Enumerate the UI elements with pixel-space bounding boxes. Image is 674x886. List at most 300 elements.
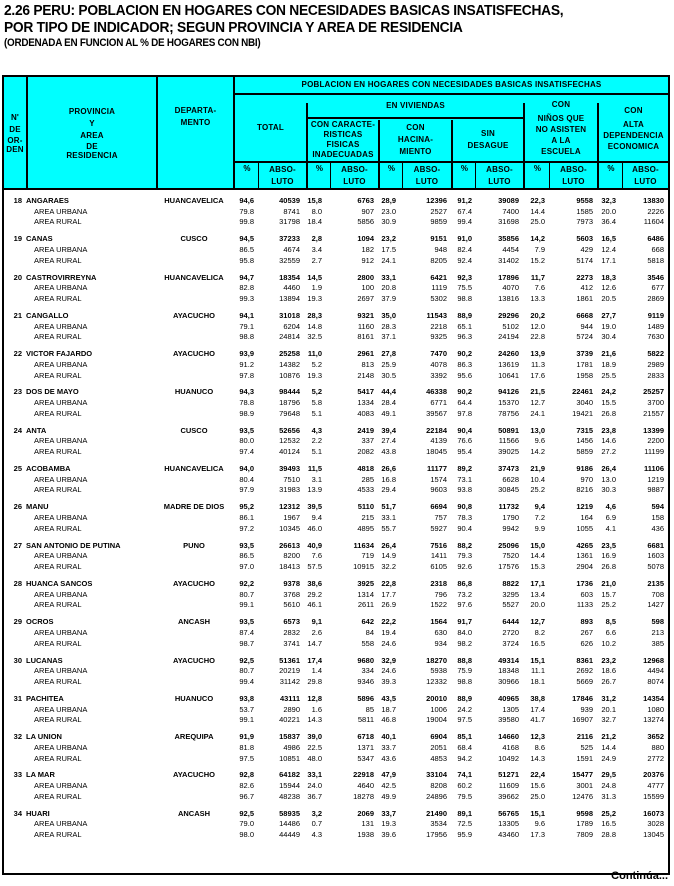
header-caracteristicas: CON CARACTE- RISTICAS FISICAS INADECUADAS — [310, 120, 376, 159]
cell-value: 91.2 — [239, 359, 254, 369]
cell-value: 9680 — [357, 655, 374, 665]
cell-value: 182 — [361, 244, 374, 254]
province-group — [4, 694, 668, 732]
cell-value: 47,9 — [381, 770, 396, 780]
cell-value: 1411 — [430, 551, 447, 561]
cell-value: 1967 — [283, 513, 300, 523]
cell-value: 23,5 — [601, 540, 616, 550]
cell-value: 98.7 — [239, 638, 254, 648]
cell-value: 86.1 — [239, 513, 254, 523]
table-row — [4, 732, 668, 743]
cell-value: 99.4 — [239, 676, 254, 686]
table-row — [4, 694, 668, 705]
cell-value: 92,5 — [239, 655, 254, 665]
cell-value: 9603 — [430, 485, 447, 495]
cell-value: 97.9 — [239, 485, 254, 495]
row-number: 29 — [13, 617, 22, 627]
cell-value: 93,5 — [239, 617, 254, 627]
table-row — [4, 809, 668, 820]
cell-value: 60.2 — [457, 781, 472, 791]
cell-value: 21490 — [426, 808, 447, 818]
cell-value: 15477 — [572, 770, 593, 780]
cell-value: 1133 — [576, 600, 593, 610]
cell-value: 14,5 — [307, 272, 322, 282]
cell-value: 37.1 — [381, 332, 396, 342]
cell-value: 92.6 — [457, 562, 472, 572]
cell-value: 40965 — [498, 693, 519, 703]
cell-value: 86,8 — [457, 578, 472, 588]
cell-value: 26.8 — [601, 562, 616, 572]
header-sin-desague: SIN DESAGUE — [467, 129, 509, 150]
cell-value: 91,2 — [457, 196, 472, 205]
department-name: AYACUCHO — [173, 655, 215, 665]
cell-value: 89,2 — [457, 464, 472, 474]
cell-value: 17.7 — [381, 589, 396, 599]
cell-value: 10915 — [353, 562, 374, 572]
cell-value: 18278 — [353, 791, 374, 801]
cell-value: 2148 — [357, 370, 374, 380]
table-row — [4, 464, 668, 475]
table-row — [4, 196, 668, 207]
cell-value: 18045 — [426, 447, 447, 457]
cell-value: 80.4 — [239, 474, 254, 484]
cell-value: 5102 — [502, 321, 519, 331]
table-subrow — [4, 398, 668, 409]
cell-value: 95.9 — [457, 830, 472, 840]
area-label: AREA RURAL — [34, 600, 82, 610]
cell-value: 27,7 — [601, 310, 616, 320]
cell-value: 14486 — [279, 819, 300, 829]
table-subrow — [4, 207, 668, 218]
cell-value: 9186 — [576, 464, 593, 474]
province-group — [4, 617, 668, 655]
department-name: HUANCAVELICA — [164, 464, 224, 474]
cell-value: 97.5 — [457, 715, 472, 725]
cell-value: 43111 — [279, 693, 300, 703]
cell-value: 93,5 — [239, 540, 254, 550]
cell-value: 3700 — [647, 398, 664, 408]
cell-value: 35856 — [498, 234, 519, 244]
cell-value: 19004 — [426, 715, 447, 725]
cell-value: 32.7 — [601, 715, 616, 725]
province-name: DOS DE MAYO — [26, 387, 79, 397]
cell-value: 56765 — [498, 808, 519, 818]
table-subrow — [4, 562, 668, 573]
cell-value: 8205 — [430, 255, 447, 265]
cell-value: 24.1 — [381, 255, 396, 265]
cell-value: 98.8 — [239, 332, 254, 342]
cell-value: 12,3 — [530, 732, 545, 742]
nbi-table — [2, 75, 670, 875]
row-number: 32 — [13, 732, 22, 742]
cell-value: 97.2 — [239, 523, 254, 533]
province-name: OCROS — [26, 617, 54, 627]
cell-value: 40,9 — [307, 540, 322, 550]
cell-value: 412 — [580, 283, 593, 293]
page-title — [4, 2, 612, 50]
province-group — [4, 732, 668, 770]
area-label: AREA RURAL — [34, 332, 82, 342]
row-number: 23 — [13, 387, 22, 397]
cell-value: 80.7 — [239, 589, 254, 599]
table-header — [4, 77, 668, 190]
cell-value: 20376 — [643, 770, 664, 780]
row-number: 22 — [13, 349, 22, 359]
cell-value: 15,1 — [530, 808, 545, 818]
cell-value: 17846 — [572, 693, 593, 703]
cell-value: 40,1 — [381, 732, 396, 742]
cell-value: 79.0 — [239, 819, 254, 829]
cell-value: 81.8 — [239, 742, 254, 752]
header-provincia: PROVINCIA Y AREA DE RESIDENCIA — [66, 106, 118, 160]
cell-value: 49.1 — [381, 408, 396, 418]
row-number: 30 — [13, 655, 22, 665]
cell-value: 97.8 — [457, 408, 472, 418]
cell-value: 6204 — [283, 321, 300, 331]
cell-value: 12.7 — [530, 398, 545, 408]
cell-value: 79.8 — [239, 206, 254, 216]
table-subrow — [4, 600, 668, 611]
cell-value: 907 — [361, 206, 374, 216]
row-number: 20 — [13, 272, 22, 282]
cell-value: 6421 — [430, 272, 447, 282]
province-group — [4, 656, 668, 694]
province-group — [4, 273, 668, 311]
cell-value: 1861 — [576, 293, 593, 303]
cell-value: 594 — [651, 502, 664, 512]
province-name: VICTOR FAJARDO — [26, 349, 93, 359]
cell-value: 948 — [434, 244, 447, 254]
cell-value: 98.2 — [457, 638, 472, 648]
province-group — [4, 196, 668, 234]
cell-value: 23,2 — [381, 234, 396, 244]
cell-value: 22.5 — [307, 742, 322, 752]
cell-value: 33,1 — [307, 770, 322, 780]
cell-value: 436 — [651, 523, 664, 533]
cell-value: 95.6 — [457, 370, 472, 380]
cell-value: 24.8 — [601, 781, 616, 791]
cell-value: 82.8 — [239, 283, 254, 293]
cell-value: 14.4 — [601, 742, 616, 752]
cell-value: 55.7 — [381, 523, 396, 533]
table-subrow — [4, 715, 668, 726]
cell-value: 18354 — [279, 272, 300, 282]
cell-value: 15.3 — [530, 562, 545, 572]
cell-value: 10876 — [279, 370, 300, 380]
cell-value: 12,7 — [530, 617, 545, 627]
cell-value: 19.3 — [381, 819, 396, 829]
cell-value: 95.8 — [239, 255, 254, 265]
row-number: 18 — [13, 196, 22, 205]
cell-value: 33.1 — [381, 513, 396, 523]
cell-value: 32,3 — [601, 196, 616, 205]
cell-value: 24194 — [498, 332, 519, 342]
cell-value: 8074 — [647, 676, 664, 686]
table-subrow — [4, 256, 668, 267]
cell-value: 44,4 — [381, 387, 396, 397]
cell-value: 24.0 — [307, 781, 322, 791]
cell-value: 11.1 — [530, 666, 545, 676]
cell-value: 5856 — [357, 217, 374, 227]
cell-value: 8741 — [283, 206, 300, 216]
cell-value: 99.3 — [239, 293, 254, 303]
cell-value: 44449 — [279, 830, 300, 840]
cell-value: 757 — [434, 513, 447, 523]
cell-value: 8.6 — [534, 742, 545, 752]
area-label: AREA RURAL — [34, 830, 82, 840]
cell-value: 31018 — [279, 310, 300, 320]
cell-value: 5603 — [576, 234, 593, 244]
cell-value: 13,0 — [530, 425, 545, 435]
cell-value: 28.3 — [381, 321, 396, 331]
cell-value: 4168 — [502, 742, 519, 752]
cell-value: 4460 — [283, 283, 300, 293]
cell-value: 39662 — [498, 791, 519, 801]
area-label: AREA RURAL — [34, 408, 82, 418]
cell-value: 9.6 — [534, 436, 545, 446]
cell-value: 16907 — [572, 715, 593, 725]
cell-value: 2082 — [357, 447, 374, 457]
cell-value: 1958 — [576, 370, 593, 380]
cell-value: 5527 — [502, 600, 519, 610]
cell-value: 5811 — [357, 715, 374, 725]
cell-value: 1790 — [502, 513, 519, 523]
cell-value: 16.5 — [601, 819, 616, 829]
cell-value: 3.1 — [311, 474, 322, 484]
cell-value: 90,4 — [457, 425, 472, 435]
header-hacinamiento: CON HACINA- MIENTO — [397, 123, 434, 156]
cell-value: 82.6 — [239, 781, 254, 791]
cell-value: 19421 — [572, 408, 593, 418]
cell-value: 3040 — [576, 398, 593, 408]
cell-value: 21,5 — [530, 387, 545, 397]
header-absoluto: ABSO- LUTO — [413, 164, 441, 186]
cell-value: 17.3 — [530, 830, 545, 840]
cell-value: 14.6 — [601, 436, 616, 446]
cell-value: 3724 — [502, 638, 519, 648]
row-number: 26 — [13, 502, 22, 512]
cell-value: 6486 — [647, 234, 664, 244]
cell-value: 1.4 — [311, 666, 322, 676]
cell-value: 2800 — [357, 272, 374, 282]
row-number: 24 — [13, 425, 22, 435]
cell-value: 11604 — [643, 217, 664, 227]
cell-value: 4.1 — [605, 523, 616, 533]
header-dependencia: CON ALTA DEPENDENCIA ECONOMICA — [603, 105, 664, 151]
table-row — [4, 617, 668, 628]
cell-value: 10345 — [279, 523, 300, 533]
cell-value: 32,9 — [381, 655, 396, 665]
cell-value: 21,0 — [601, 578, 616, 588]
cell-value: 80.0 — [239, 436, 254, 446]
cell-value: 9598 — [576, 808, 593, 818]
cell-value: 90,8 — [457, 502, 472, 512]
cell-value: 3.4 — [311, 244, 322, 254]
row-number: 27 — [13, 540, 22, 550]
cell-value: 94,7 — [239, 272, 254, 282]
cell-value: 24.1 — [530, 408, 545, 418]
table-subrow — [4, 513, 668, 524]
cell-value: 9321 — [357, 310, 374, 320]
province-group — [4, 541, 668, 579]
cell-value: 1603 — [647, 551, 664, 561]
row-number: 34 — [13, 808, 22, 818]
cell-value: 37233 — [279, 234, 300, 244]
table-subrow — [4, 245, 668, 256]
cell-value: 2904 — [576, 562, 593, 572]
cell-value: 94,6 — [239, 196, 254, 205]
row-number: 25 — [13, 464, 22, 474]
area-label: AREA RURAL — [34, 485, 82, 495]
cell-value: 16.5 — [530, 638, 545, 648]
cell-value: 8200 — [283, 551, 300, 561]
cell-value: 29.2 — [307, 589, 322, 599]
department-name: HUANCAVELICA — [164, 196, 224, 205]
cell-value: 6763 — [357, 196, 374, 205]
cell-value: 52656 — [279, 425, 300, 435]
area-label: AREA RURAL — [34, 753, 82, 763]
cell-value: 20,2 — [530, 310, 545, 320]
cell-value: 17956 — [426, 830, 447, 840]
cell-value: 24.2 — [457, 704, 472, 714]
cell-value: 22,2 — [381, 617, 396, 627]
cell-value: 90,2 — [457, 349, 472, 359]
cell-value: 31142 — [279, 676, 300, 686]
table-subrow — [4, 639, 668, 650]
cell-value: 25.0 — [530, 217, 545, 227]
cell-value: 17.4 — [530, 704, 545, 714]
cell-value: 30.3 — [601, 485, 616, 495]
cell-value: 95.4 — [457, 447, 472, 457]
cell-value: 26.9 — [381, 600, 396, 610]
cell-value: 91,0 — [457, 234, 472, 244]
province-group — [4, 234, 668, 272]
cell-value: 14354 — [643, 693, 664, 703]
cell-value: 31698 — [498, 217, 519, 227]
cell-value: 33104 — [426, 770, 447, 780]
cell-value: 15,1 — [530, 655, 545, 665]
cell-value: 75.9 — [457, 666, 472, 676]
cell-value: 7.2 — [534, 513, 545, 523]
cell-value: 14382 — [279, 359, 300, 369]
cell-value: 12332 — [426, 676, 447, 686]
cell-value: 39025 — [498, 447, 519, 457]
cell-value: 14.7 — [307, 638, 322, 648]
cell-value: 99.1 — [239, 600, 254, 610]
cell-value: 28.8 — [601, 830, 616, 840]
department-name: PUNO — [183, 540, 205, 550]
province-group — [4, 387, 668, 425]
cell-value: 4818 — [357, 464, 374, 474]
cell-value: 29,5 — [601, 770, 616, 780]
cell-value: 10851 — [279, 753, 300, 763]
cell-value: 93,9 — [239, 349, 254, 359]
cell-value: 1.6 — [311, 704, 322, 714]
cell-value: 79.3 — [457, 551, 472, 561]
cell-value: 796 — [434, 589, 447, 599]
cell-value: 25257 — [643, 387, 664, 397]
cell-value: 8216 — [576, 485, 593, 495]
cell-value: 17.5 — [381, 244, 396, 254]
cell-value: 20.0 — [530, 600, 545, 610]
department-name: AYACUCHO — [173, 770, 215, 780]
cell-value: 21,6 — [601, 349, 616, 359]
cell-value: 18413 — [279, 562, 300, 572]
cell-value: 5302 — [430, 293, 447, 303]
cell-value: 5927 — [430, 523, 447, 533]
province-group — [4, 311, 668, 349]
cell-value: 85,1 — [457, 732, 472, 742]
cell-value: 13.9 — [307, 485, 322, 495]
cell-value: 24.6 — [381, 666, 396, 676]
table-body — [4, 190, 668, 847]
cell-value: 5078 — [647, 562, 664, 572]
cell-value: 5610 — [283, 600, 300, 610]
cell-value: 17,4 — [307, 655, 322, 665]
cell-value: 12396 — [426, 196, 447, 205]
cell-value: 1938 — [357, 830, 374, 840]
table-subrow — [4, 590, 668, 601]
cell-value: 18348 — [498, 666, 519, 676]
department-name: HUANUCO — [174, 693, 214, 703]
cell-value: 7520 — [502, 551, 519, 561]
cell-value: 2226 — [647, 206, 664, 216]
cell-value: 3739 — [576, 349, 593, 359]
cell-value: 9859 — [430, 217, 447, 227]
cell-value: 14.9 — [381, 551, 396, 561]
cell-value: 31983 — [279, 485, 300, 495]
cell-value: 92,5 — [239, 808, 254, 818]
cell-value: 11543 — [426, 310, 447, 320]
province-name: ANTA — [26, 425, 47, 435]
cell-value: 30.9 — [381, 217, 396, 227]
area-label: AREA URBANA — [34, 398, 88, 408]
cell-value: 5.8 — [311, 398, 322, 408]
cell-value: 2833 — [647, 370, 664, 380]
cell-value: 429 — [580, 244, 593, 254]
cell-value: 5110 — [357, 502, 374, 512]
table-subrow — [4, 705, 668, 716]
cell-value: 49314 — [498, 655, 519, 665]
cell-value: 17896 — [498, 272, 519, 282]
cell-value: 912 — [361, 255, 374, 265]
department-name: AYACUCHO — [173, 310, 215, 320]
province-name: LUCANAS — [26, 655, 63, 665]
cell-value: 41.7 — [530, 715, 545, 725]
cell-value: 3741 — [283, 638, 300, 648]
cell-value: 7973 — [576, 217, 593, 227]
cell-value: 40124 — [279, 447, 300, 457]
province-name: CANAS — [26, 234, 53, 244]
cell-value: 84 — [365, 627, 374, 637]
header-absoluto: ABSO- LUTO — [560, 164, 587, 186]
cell-value: 20.0 — [601, 206, 616, 216]
cell-value: 28,3 — [307, 310, 322, 320]
province-group — [4, 579, 668, 617]
cell-value: 4078 — [430, 359, 447, 369]
cell-value: 14,2 — [530, 234, 545, 244]
cell-value: 93,8 — [239, 693, 254, 703]
cell-value: 57.5 — [307, 562, 322, 572]
cell-value: 2135 — [647, 578, 664, 588]
title-line-1: 2.26 PERU: POBLACION EN HOGARES CON NECESIDADES BASICAS INSATISFECHAS, — [4, 2, 564, 19]
cell-value: 1736 — [576, 578, 593, 588]
province-group — [4, 426, 668, 464]
cell-value: 96.3 — [457, 332, 472, 342]
cell-value: 39.6 — [381, 830, 396, 840]
table-row — [4, 656, 668, 667]
cell-value: 26.8 — [601, 408, 616, 418]
